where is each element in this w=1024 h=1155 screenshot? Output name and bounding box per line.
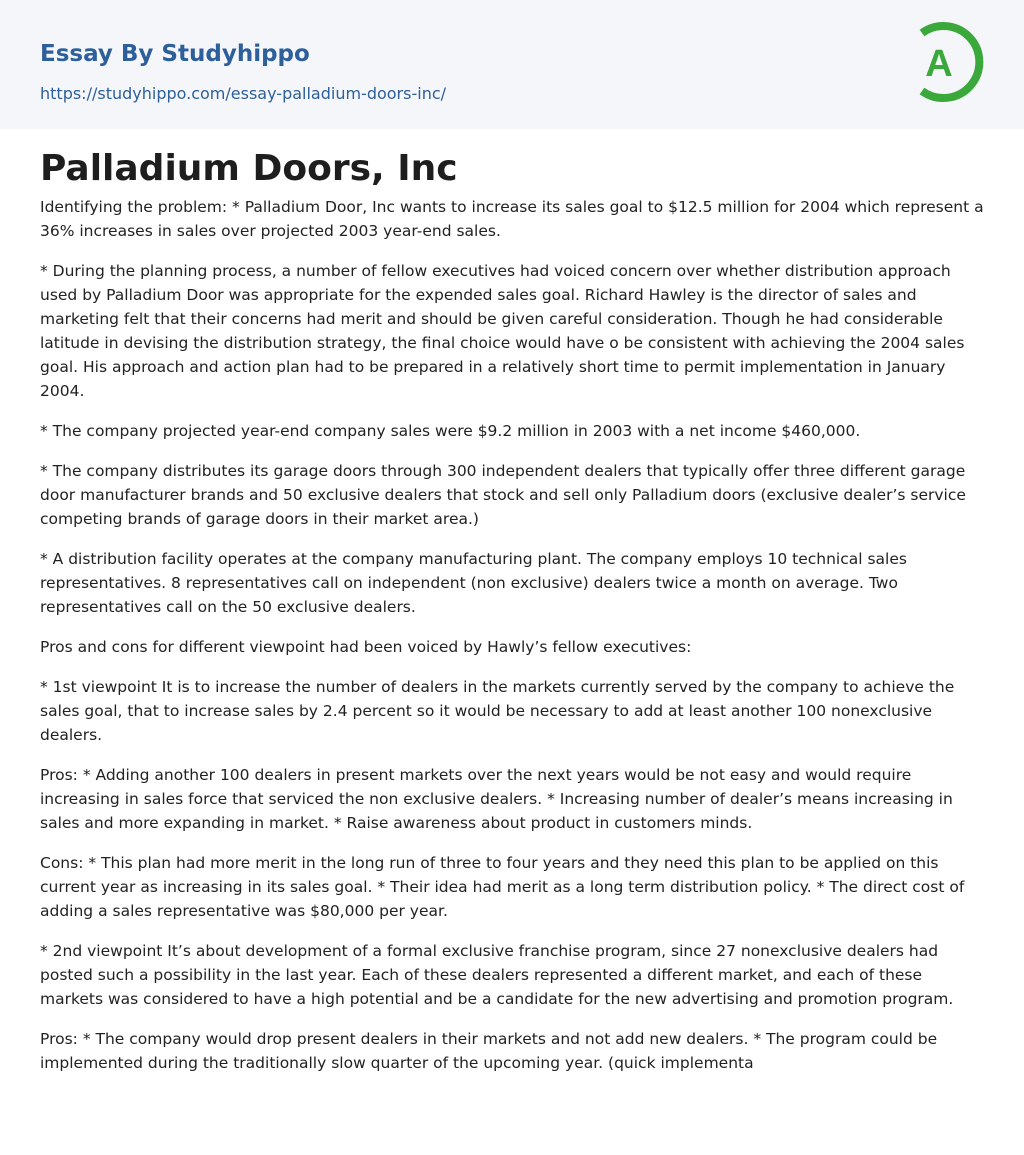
site-brand[interactable]: Essay By Studyhippo (40, 41, 310, 67)
essay-paragraph: Cons: * This plan had more merit in the long run of three to four years and they need this plan to be applied on this current year as increasing in its sales goal. * Their idea had merit as a long term distribution policy. * The direct cost of adding a sales representative was $80,000 per year. (40, 854, 965, 920)
site-header (0, 0, 1024, 129)
logo-letter: A (925, 43, 953, 85)
essay-paragraph: Identifying the problem: * Palladium Door, Inc wants to increase its sales goal to $12.5 million for 2004 which represent a 36% increases in sales over projected 2003 year-end sales. (40, 198, 984, 240)
essay-paragraph: * 1st viewpoint It is to increase the number of dealers in the markets currently served by the company to achieve the sales goal, that to increase sales by 2.4 percent so it would be necessary to add at least another 100 nonexclusive dealers. (40, 678, 955, 744)
essay-paragraph: * A distribution facility operates at the company manufacturing plant. The company employs 10 technical sales representatives. 8 representatives call on independent (non exclusive) dealers twice a month on average. Two representatives call on the 50 exclusive dealers. (40, 550, 907, 616)
essay-paragraph: Pros: * The company would drop present dealers in their markets and not add new dealers. * The program could be implemented during the traditionally slow quarter of the upcoming year. (quick implementa (40, 1030, 938, 1072)
essay-paragraph: * The company distributes its garage doors through 300 independent dealers that typically offer three different garage door manufacturer brands and 50 exclusive dealers that stock and sell only Palladium doors (exclusive dealer’s service competing brands of garage doors in their market area.) (40, 462, 966, 528)
essay-paragraph: Pros: * Adding another 100 dealers in present markets over the next years would be not easy and would require increasing in sales force that serviced the non exclusive dealers. * Increasing number of dealer’s means increasing in sales and more expanding in market. * Raise awareness about product in customers minds. (40, 766, 953, 832)
essay-paragraph: * During the planning process, a number of fellow executives had voiced concern over whether distribution approach used by Palladium Door was appropriate for the expended sales goal. Richard Hawley is the director of sales and marketing felt that their concerns had merit and should be given careful consideration. Though he had considerable latitude in devising the distribution strategy, the final choice would have o be consistent with achieving the 2004 sales goal. His approach and action plan had to be prepared in a relatively short time to permit implementation in January 2004. (40, 262, 965, 400)
essay-paragraph: * The company projected year-end company sales were $9.2 million in 2003 with a net income $460,000. (40, 422, 861, 440)
letter-a-ring-logo-icon[interactable] (912, 19, 986, 105)
essay-title: Palladium Doors, Inc (40, 148, 458, 189)
essay-paragraph: Pros and cons for different viewpoint had been voiced by Hawly’s fellow executives: (40, 638, 692, 656)
essay-article (40, 144, 986, 1091)
essay-paragraph: * 2nd viewpoint It’s about development of a formal exclusive franchise program, since 27 nonexclusive dealers had posted such a possibility in the last year. Each of these dealers represented a different market, and each of these markets was considered to have a high potential and be a candidate for the new advertising and promotion program. (40, 942, 954, 1008)
essay-url-link[interactable]: https://studyhippo.com/essay-palladium-doors-inc/ (40, 84, 447, 103)
